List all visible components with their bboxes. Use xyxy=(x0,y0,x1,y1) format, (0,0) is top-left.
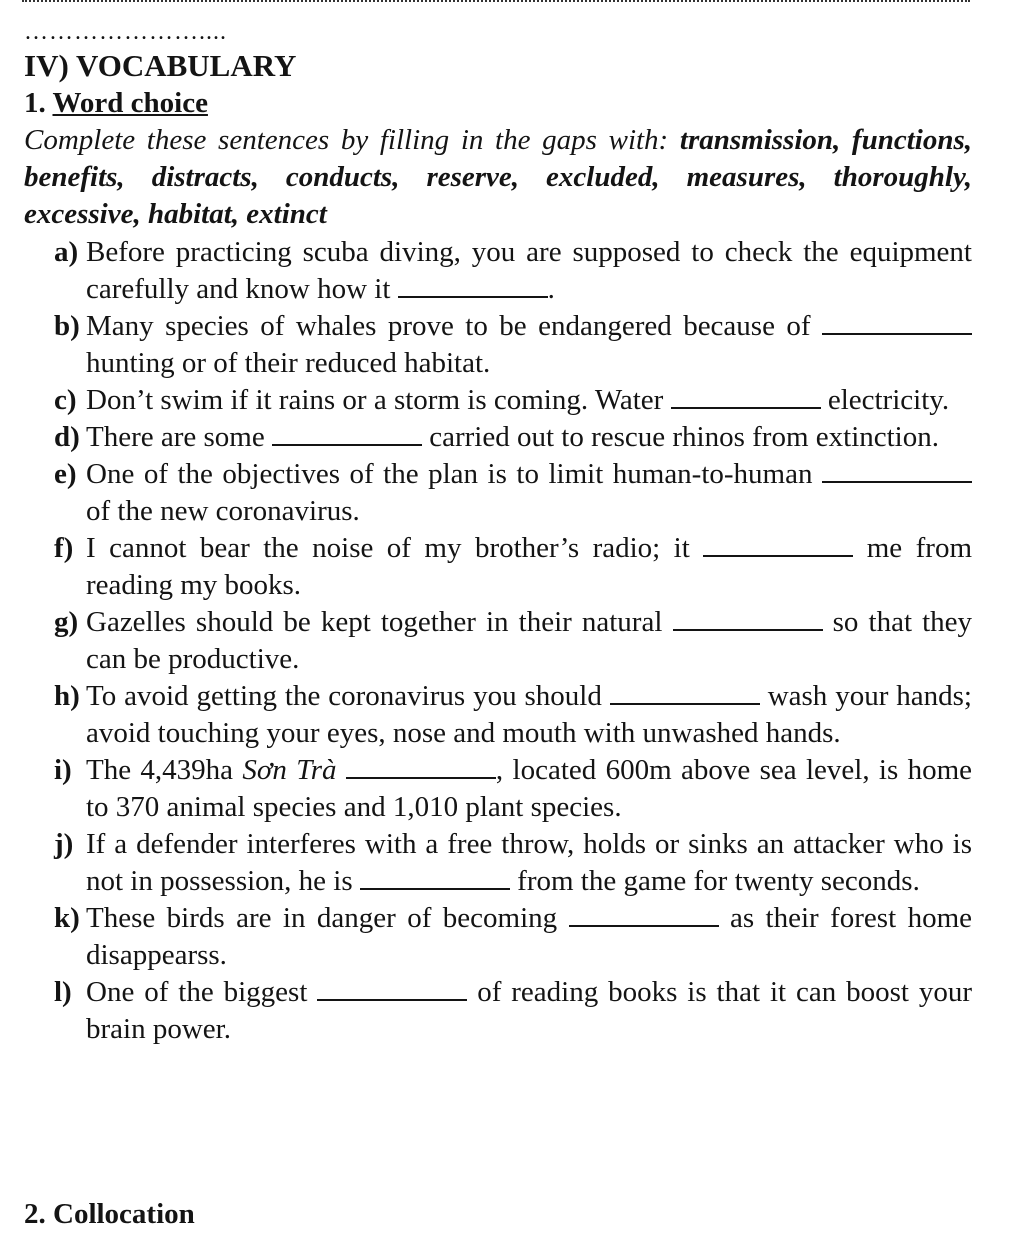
item-text-after: from the game for twenty seconds. xyxy=(517,865,920,897)
answer-blank[interactable] xyxy=(671,385,821,409)
item-letter: g) xyxy=(54,606,79,638)
answer-blank[interactable] xyxy=(346,755,496,779)
item-text-before: One of the objectives of the plan is to limit human-to-human xyxy=(86,458,813,490)
answer-blank[interactable] xyxy=(317,977,467,1001)
answer-blank[interactable] xyxy=(610,681,760,705)
item-text-after: so that they can be productive. xyxy=(86,606,973,675)
answer-blank[interactable] xyxy=(272,422,422,446)
item-text-before: Don’t swim if it rains or a storm is coming. Water xyxy=(86,384,664,416)
item-letter: d) xyxy=(54,421,80,453)
answer-blank[interactable] xyxy=(822,459,972,483)
exercise-item xyxy=(54,530,972,604)
section-title: IV) VOCABULARY xyxy=(24,48,297,83)
exercise-item xyxy=(54,826,972,900)
answer-blank[interactable] xyxy=(822,311,972,335)
item-text-before: There are some xyxy=(86,421,265,453)
item-letter: j) xyxy=(54,828,74,860)
item-text-before: Gazelles should be kept together in their natural xyxy=(86,606,663,638)
item-letter: b) xyxy=(54,310,80,342)
item-text-after: as their forest home disappearss. xyxy=(86,902,972,971)
sub-title-text: Word choice xyxy=(52,87,208,119)
item-text-after: carried out to rescue rhinos from extinction. xyxy=(429,421,939,453)
item-text-after: of reading books is that it can boost your brain power. xyxy=(86,976,973,1045)
item-letter: i) xyxy=(54,754,72,786)
item-text-before: One of the biggest xyxy=(86,976,308,1008)
exercise-item xyxy=(54,382,972,419)
item-text-after: of the new coronavirus. xyxy=(86,495,360,527)
item-letter: e) xyxy=(54,458,77,490)
exercise-item xyxy=(54,308,972,382)
item-text-after: . xyxy=(547,273,555,305)
item-text-after: me from reading my books. xyxy=(86,532,972,601)
instruction-paragraph xyxy=(24,122,972,233)
item-letter: h) xyxy=(54,680,80,712)
item-text-after: , located 600m above sea level, is home to 370 animal species and 1,010 plant species. xyxy=(86,754,973,823)
item-text-before: The 4,439ha xyxy=(86,754,234,786)
item-letter: f) xyxy=(54,532,74,564)
top-dotted-rule xyxy=(22,0,970,2)
item-text-after: hunting or of their reduced habitat. xyxy=(86,347,491,379)
item-text-after: electricity. xyxy=(827,384,950,416)
item-text-before: Before practicing scuba diving, you are supposed to check the equipment carefully and know how it xyxy=(86,236,972,305)
exercise-item xyxy=(54,900,972,974)
answer-blank[interactable] xyxy=(673,607,823,631)
item-text-before: To avoid getting the coronavirus you should xyxy=(86,680,602,712)
next-section-title: 2. Collocation xyxy=(24,1198,195,1230)
item-text-before: These birds are in danger of becoming xyxy=(86,902,558,934)
exercise-item xyxy=(54,604,972,678)
item-letter: k) xyxy=(54,902,80,934)
exercise-item xyxy=(54,234,972,308)
answer-blank[interactable] xyxy=(360,866,510,890)
sub-title xyxy=(24,85,208,121)
exercise-item xyxy=(54,419,972,456)
word-list: transmission, functions, benefits, distracts, conducts, reserve, excluded, measures, thoroughly, excessive, habitat, extinct xyxy=(24,124,972,230)
exercise-item xyxy=(54,456,972,530)
item-letter: a) xyxy=(54,236,79,268)
exercise-item xyxy=(54,678,972,752)
exercise-item xyxy=(54,752,972,826)
item-letter: l) xyxy=(54,976,72,1008)
item-place-name: Sơn Trà xyxy=(242,754,337,786)
answer-dots: ………………….... xyxy=(24,19,227,45)
exercise-item xyxy=(54,974,972,1048)
exercise-list xyxy=(54,234,972,1048)
item-text-before: Many species of whales prove to be endangered because of xyxy=(86,310,811,342)
answer-blank[interactable] xyxy=(569,903,719,927)
item-text-before: I cannot bear the noise of my brother’s radio; it xyxy=(86,532,690,564)
item-letter: c) xyxy=(54,384,77,416)
sub-title-number: 1. xyxy=(24,87,46,119)
answer-blank[interactable] xyxy=(703,533,853,557)
item-text-before: If a defender interferes with a free throw, holds or sinks an attacker who is not in possession, he is xyxy=(86,828,972,897)
item-text-after: wash your hands; avoid touching your eyes, nose and mouth with unwashed hands. xyxy=(86,680,972,749)
answer-blank[interactable] xyxy=(398,274,548,298)
instruction-lead: Complete these sentences by filling in the gaps with: xyxy=(24,124,669,156)
